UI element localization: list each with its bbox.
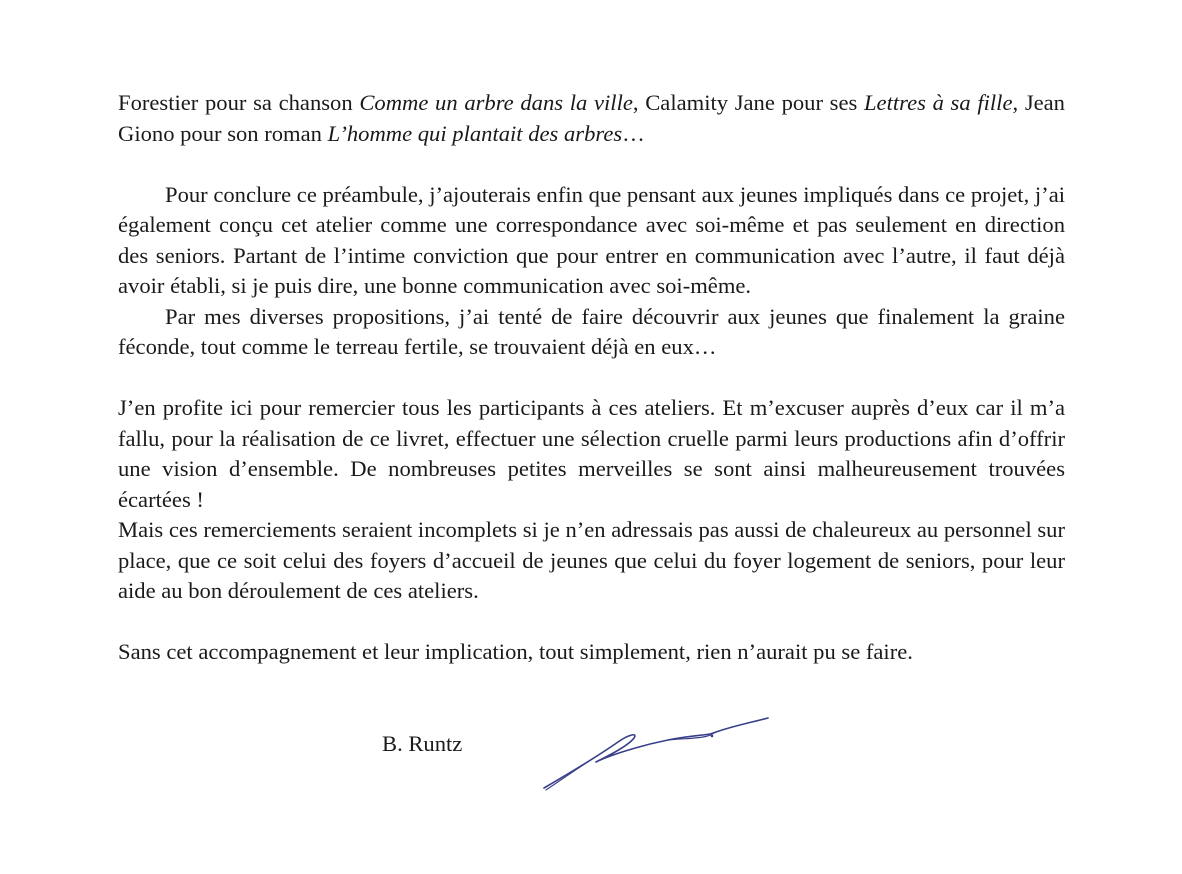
paragraph-gap	[118, 363, 1065, 394]
paragraph-text: Mais ces remerciements seraient incomplets si je n’en adressais pas aussi de chaleureux au personnel sur place, que ce soit celui des foyers d’accueil de jeunes que celui du foyer logement de seniors, pour leur aide au bon déroulement de ces ateliers.	[118, 517, 1065, 603]
paragraph-gap	[118, 607, 1065, 638]
italic-title-text: L’homme qui plantait des arbres	[327, 120, 623, 146]
paragraph-text: Par mes diverses propositions, j’ai tenté de faire découvrir aux jeunes que finalement la graine féconde, tout comme le terreau fertile, se trouvaient déjà en eux…	[118, 303, 1065, 359]
signature-stroke	[544, 718, 768, 788]
paragraph-text: Pour conclure ce préambule, j’ajouterais enfin que pensant aux jeunes impliqués dans ce projet, j’ai également conçu cet atelier comme une correspondance avec soi-même et pas seulement en direction des seniors. Partant de l’intime conviction que pour entrer en communication avec l’autre, il faut déjà avoir établi, si je puis dire, une bonne communication avec soi-même.	[118, 181, 1065, 298]
signature-flourish-stroke	[668, 733, 714, 740]
paragraph	[118, 180, 1065, 302]
paragraph-text: Forestier pour sa chanson	[118, 90, 360, 115]
paragraph	[118, 515, 1065, 607]
paragraph-text: , Jean Giono pour son roman	[118, 90, 1065, 146]
paragraph-text: Sans cet accompagnement et leur implication, tout simplement, rien n’aurait pu se faire.	[118, 639, 913, 664]
handwritten-signature-icon	[538, 712, 774, 794]
paragraph-text: J’en profite ici pour remercier tous les participants à ces ateliers. Et m’excuser auprès d’eux car il m’a fallu, pour la réalisation de ce livret, effectuer une sélection cruelle parmi leurs productions afin d’offrir une vision d’ensemble. De nombreuses petites merveilles se sont ainsi malheureusement trouvées écartées !	[118, 395, 1065, 512]
signature-name: B. Runtz	[382, 731, 463, 756]
paragraph	[118, 637, 1065, 668]
signature-underline-stroke	[546, 754, 600, 790]
italic-title-text: Lettres à sa fille	[863, 90, 1013, 115]
document-body	[118, 88, 1065, 668]
italic-title-text: Comme un arbre dans la ville	[359, 90, 633, 115]
signature-dot	[711, 735, 714, 738]
paragraph	[118, 393, 1065, 515]
paragraph	[118, 302, 1065, 363]
paragraph-text: , Calamity Jane pour ses	[632, 90, 864, 115]
paragraph	[118, 88, 1065, 149]
paragraph-text: …	[622, 120, 645, 146]
paragraph-gap	[118, 149, 1065, 180]
